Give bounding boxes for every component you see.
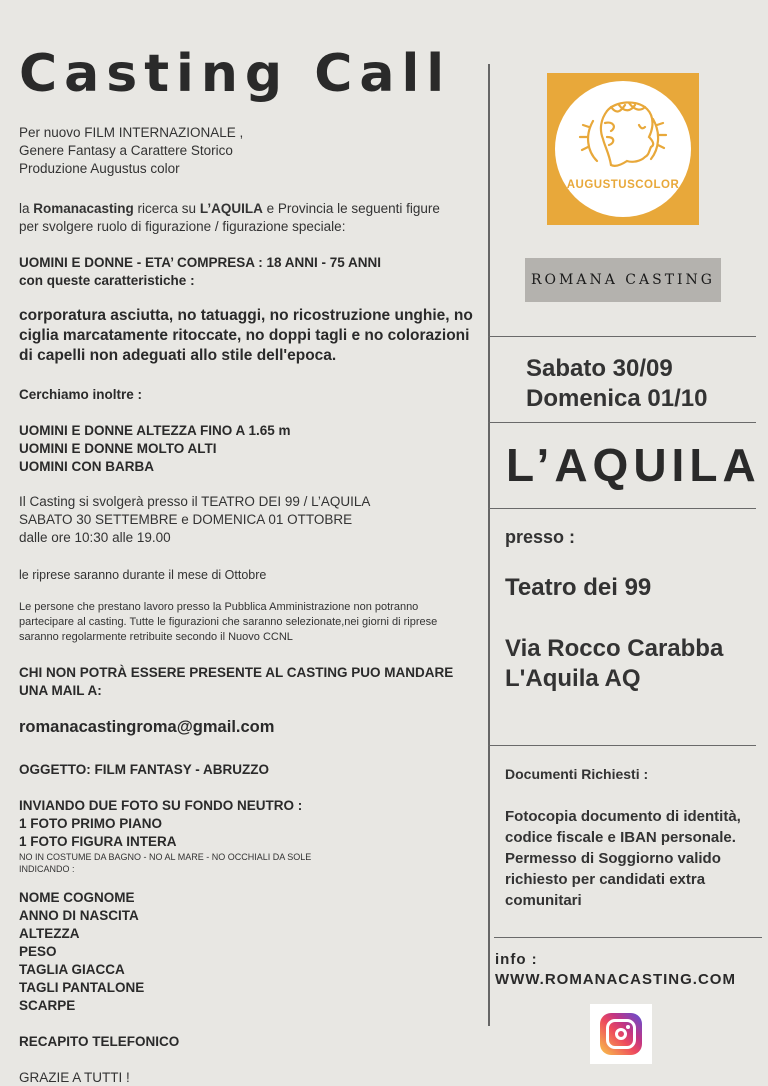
documents-title: Documenti Richiesti :	[505, 766, 649, 782]
page-title: Casting Call	[19, 44, 452, 104]
photo-line: 1 FOTO PRIMO PIANO	[19, 816, 163, 831]
instagram-frame	[606, 1019, 636, 1049]
requirements	[19, 306, 473, 366]
shooting-text: le riprese saranno durante il mese di Ottobre	[19, 568, 267, 582]
where-line: SABATO 30 SETTEMBRE e DOMENICA 01 OTTOBRE	[19, 512, 353, 527]
mail-line: CHI NON POTRÀ ESSERE PRESENTE AL CASTING PUO MANDARE	[19, 665, 454, 680]
search-text	[19, 200, 440, 236]
intro-text	[19, 124, 243, 178]
logo-circle	[555, 81, 691, 217]
intro-line: Per nuovo FILM INTERNAZIONALE ,	[19, 125, 244, 140]
augustus-logo	[547, 73, 699, 225]
also-list	[19, 422, 291, 476]
age-line: con queste caratteristiche :	[19, 273, 195, 288]
where-line: dalle ore 10:30 alle 19.00	[19, 530, 171, 545]
mail-line: UNA MAIL A:	[19, 683, 102, 698]
photo-line: INVIANDO DUE FOTO SU FONDO NEUTRO :	[19, 798, 303, 813]
photo-requirements	[19, 797, 302, 851]
field-item: SCARPE	[19, 998, 76, 1013]
field-item: ANNO DI NASCITA	[19, 908, 139, 923]
search-suffix: e Provincia le seguenti figure	[262, 201, 440, 216]
email-address[interactable]: romanacastingroma@gmail.com	[19, 718, 275, 736]
note-line: NO IN COSTUME DA BAGNO - NO AL MARE - NO OCCHIALI DA SOLE	[19, 852, 312, 862]
instagram-icon	[600, 1013, 642, 1055]
requirement-line: corporatura asciutta, no tatuaggi, no ricostruzione unghie, no	[19, 307, 473, 324]
documents-text: Fotocopia documento di identità, codice fiscale e IBAN personale. Permesso di Soggiorno valido richiesto per candidati extra comunitari	[505, 808, 741, 909]
list-item: UOMINI CON BARBA	[19, 459, 154, 474]
search-mid: ricerca su	[133, 201, 200, 216]
phone-field: RECAPITO TELEFONICO	[19, 1034, 180, 1049]
where-text	[19, 493, 370, 547]
divider	[488, 745, 756, 746]
search-city: L’AQUILA	[199, 201, 263, 216]
venue-name: Teatro dei 99	[505, 574, 652, 601]
search-line: per svolgere ruolo di figurazione / figurazione speciale:	[19, 219, 346, 234]
instagram-dot	[626, 1025, 630, 1029]
instagram-button[interactable]	[590, 1004, 652, 1064]
note-line: partecipare al casting. Tutte le figurazioni che saranno selezionate,nei giorni di riprese	[19, 616, 438, 628]
agency-badge: ROMANA CASTING	[525, 258, 721, 302]
divider	[488, 422, 756, 423]
required-fields	[19, 889, 144, 1015]
casting-dates	[526, 354, 707, 414]
divider	[488, 336, 756, 337]
presso-label: presso :	[505, 527, 576, 547]
field-item: TAGLIA GIACCA	[19, 962, 125, 977]
age-line: UOMINI E DONNE - ETA’ COMPRESA : 18 ANNI - 75 ANNI	[19, 255, 382, 270]
pa-note	[19, 600, 437, 645]
email-subject: OGGETTO: FILM FANTASY - ABRUZZO	[19, 762, 269, 777]
divider	[488, 508, 756, 509]
also-title: Cerchiamo inoltre :	[19, 387, 143, 402]
date-line: Domenica 01/10	[526, 385, 708, 412]
search-prefix: la	[19, 201, 34, 216]
requirement-line: ciglia marcatamente ritoccate, no doppi tagli e no colorazioni	[19, 327, 470, 344]
info-block	[495, 950, 736, 990]
city-heading: L’AQUILA	[506, 439, 761, 491]
address-line: Via Rocco Carabba	[505, 635, 724, 662]
note-line: INDICANDO :	[19, 864, 75, 874]
website-link[interactable]: WWW.ROMANACASTING.COM	[495, 971, 736, 988]
intro-line: Produzione Augustus color	[19, 161, 180, 176]
logo-text: AUGUSTUSCOLOR	[566, 179, 680, 191]
column-divider	[488, 64, 490, 1026]
mail-title	[19, 664, 453, 700]
where-line: Il Casting si svolgerà presso il TEATRO DEI 99 / L’AQUILA	[19, 494, 371, 509]
date-line: Sabato 30/09	[526, 355, 673, 382]
venue-address	[505, 634, 723, 694]
field-item: TAGLI PANTALONE	[19, 980, 145, 995]
note-line: Le persone che prestano lavoro presso la Pubblica Amministrazione non potranno	[19, 601, 419, 613]
requirement-line: di capelli non adeguati allo stile dell'epoca.	[19, 347, 337, 364]
thanks-text: GRAZIE A TUTTI !	[19, 1070, 130, 1085]
photo-line: 1 FOTO FIGURA INTERA	[19, 834, 177, 849]
augustus-head-icon	[555, 81, 691, 217]
field-item: NOME COGNOME	[19, 890, 135, 905]
field-item: ALTEZZA	[19, 926, 80, 941]
divider	[494, 937, 762, 938]
info-label: info :	[495, 951, 538, 968]
list-item: UOMINI E DONNE ALTEZZA FINO A 1.65 m	[19, 423, 291, 438]
company-name: Romanacasting	[33, 201, 134, 216]
field-item: PESO	[19, 944, 57, 959]
note-line: saranno regolarmente retribuite secondo il Nuovo CCNL	[19, 631, 293, 643]
intro-line: Genere Fantasy a Carattere Storico	[19, 143, 233, 158]
address-line: L'Aquila AQ	[505, 665, 641, 692]
search-line	[19, 200, 440, 218]
list-item: UOMINI E DONNE MOLTO ALTI	[19, 441, 217, 456]
age-range	[19, 254, 381, 290]
instagram-lens	[615, 1028, 627, 1040]
photo-note	[19, 851, 311, 875]
